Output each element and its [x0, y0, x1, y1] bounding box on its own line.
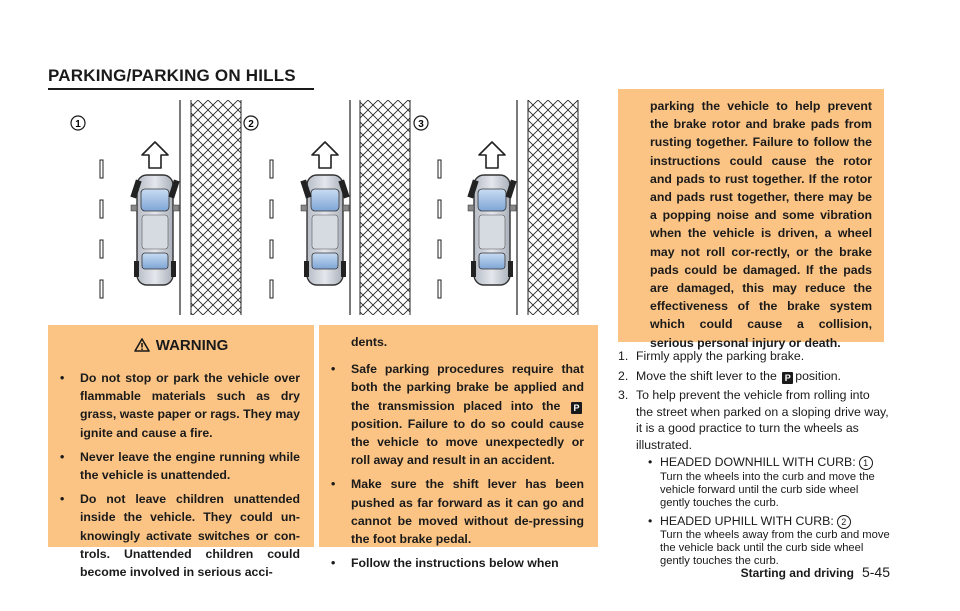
step-number: 3. — [618, 388, 629, 402]
warning-item-text: Never leave the engine running while the vehicle is unattended. — [80, 449, 300, 483]
sub-item-uphill: • HEADED UPHILL WITH CURB: 2 — [636, 513, 890, 530]
warning-item: • Do not stop or park the vehicle over flammable materials such as dry grass, waste paper or rags. They may ignite and cause a fire. — [60, 371, 300, 440]
panel-1-label: 1 — [75, 119, 81, 130]
title-rule — [48, 88, 314, 90]
sub-item-label: HEADED DOWNHILL WITH CURB: — [660, 455, 856, 469]
page-number: 5-45 — [861, 564, 890, 580]
sub-item-description: Turn the wheels away from the curb and move the vehicle back until the curb side wheel gently touches the curb. — [660, 529, 890, 567]
panel-3-label: 3 — [418, 119, 424, 130]
step-number: 1. — [618, 349, 629, 363]
warning-box-right — [618, 89, 884, 350]
warning-box-middle — [319, 325, 598, 571]
warning-item: • Do not leave children unattended inside the vehicle. They could un-knowingly activate switches or con-trols. Unattended children could become involved in serious acci- — [60, 492, 300, 580]
warning-item-text: Follow the instructions below when — [351, 556, 559, 571]
parking-steps — [618, 348, 890, 571]
page-footer — [741, 564, 890, 580]
step-text: Move the shift lever to the — [636, 368, 777, 383]
panel-2-label: 2 — [248, 119, 254, 130]
park-position-icon: P — [782, 372, 793, 384]
warning-box-left — [48, 325, 314, 580]
callout-number-icon: 1 — [859, 456, 873, 470]
panel-3 — [414, 100, 578, 315]
sub-item-downhill: • HEADED DOWNHILL WITH CURB: 1 — [636, 454, 890, 471]
panel-2 — [244, 100, 410, 315]
warning-continued-text: parking the vehicle to help prevent the brake rotor and brake pads from rusting together. Failure to follow the instructions could cause the rotor and pads to rust together. If the rotor and pads rust together, there may be a popping noise and some vibration when the vehicle is driven, a wheel may not roll cor-rectly, or the brake pads could be damaged. If the pads are damaged, this may reduce the effectiveness of the brake system which could cause a collision, serious personal injury or death. — [650, 99, 872, 350]
warning-item-text: Do not stop or park the vehicle over flammable materials such as dry grass, waste paper or rags. They may ignite and cause a fire. — [80, 371, 300, 440]
callout-number-icon: 2 — [837, 515, 851, 529]
step-text: To help prevent the vehicle from rolling into the street when parked on a sloping drive way, it is a good practice to turn the wheels as illustrated. — [636, 388, 889, 452]
step-2 — [618, 368, 890, 385]
section-title: PARKING/PARKING ON HILLS — [48, 66, 296, 85]
warning-item-text: position. Failure to do so could cause the vehicle to move unexpectedly or roll away and result in an accident. — [351, 416, 584, 468]
warning-item-text: Make sure the shift lever has been pushed as far forward as it can go and cannot be moved without de-pressing the foot brake pedal. — [351, 477, 584, 547]
step-text: position. — [795, 368, 842, 383]
panel-1 — [71, 100, 241, 315]
park-position-icon: P — [571, 402, 582, 414]
footer-section: Starting and driving — [740, 566, 854, 580]
warning-item: • Make sure the shift lever has been pushed as far forward as it can go and cannot be moved without de-pressing the foot brake pedal. — [331, 477, 584, 547]
warning-continuation: dents. — [351, 335, 388, 349]
step-text: Firmly apply the parking brake. — [636, 349, 805, 363]
step-3 — [618, 387, 890, 568]
warning-item: • Follow the instructions below when — [331, 556, 559, 571]
warning-item: • Safe parking procedures require that both the parking brake be applied and the transmission placed into the P position. Failure to do so could cause the vehicle to move unexpectedly or roll away and result in an accident. — [331, 362, 584, 468]
step-number: 2. — [618, 368, 629, 383]
warning-triangle-icon — [134, 338, 150, 352]
parking-illustration — [48, 100, 592, 315]
sub-item-description: Turn the wheels into the curb and move the vehicle forward until the curb side wheel gently touches the curb. — [660, 470, 875, 509]
step-1 — [618, 348, 890, 365]
warning-heading-text: WARNING — [155, 337, 229, 354]
warning-heading — [48, 337, 314, 354]
warning-item: • Never leave the engine running while the vehicle is unattended. — [60, 449, 300, 483]
warning-item-text: Do not leave children unattended inside the vehicle. They could un-knowingly activate switches or con-trols. Unattended children could become involved in serious acci- — [80, 492, 300, 580]
warning-item-text: Safe parking procedures require that both the parking brake be applied and the transmission placed into the — [351, 362, 584, 413]
sub-item-label: HEADED UPHILL WITH CURB: — [660, 513, 834, 528]
